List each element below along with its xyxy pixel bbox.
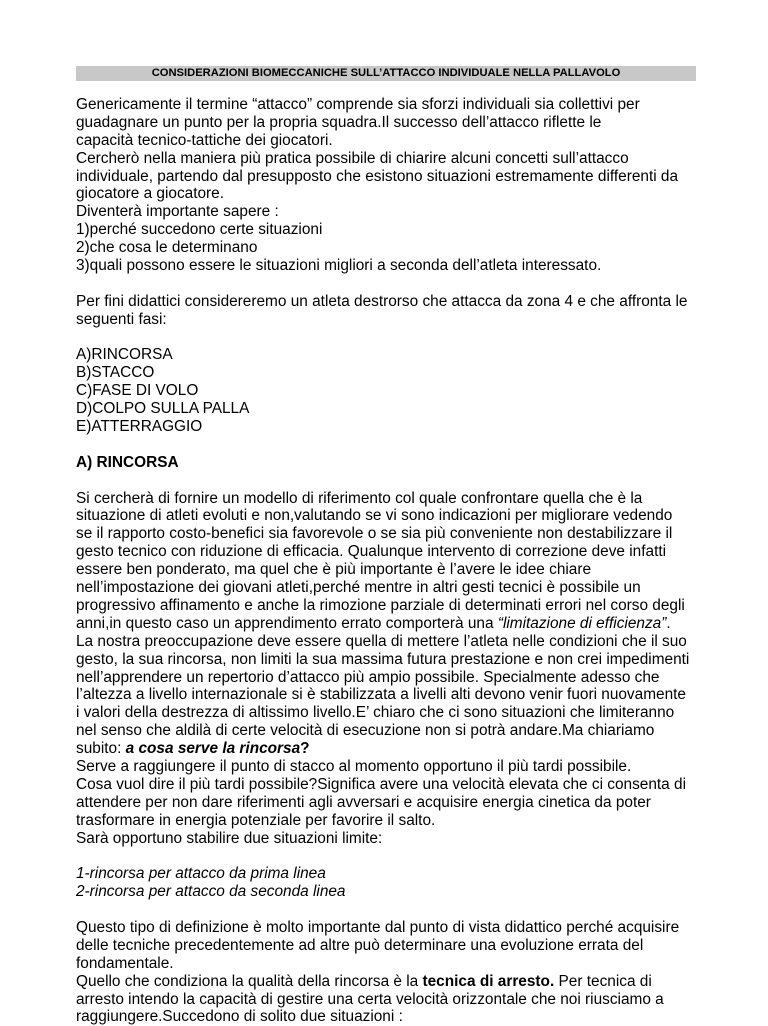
section-line: i valori della destrezza di altissimo livello.E’ chiaro che ci sono situazioni che limiteranno (76, 704, 675, 722)
technique-emphasis: tecnica di arresto. (422, 972, 555, 990)
document-body (76, 96, 701, 1026)
section-line: trasformare in energia potenziale per favorire il salto. (76, 811, 436, 829)
section-line: attendere per non dare riferimenti agli avversari e acquisire energia cinetica da poter (76, 793, 651, 811)
section-line: delle tecniche precedentemente ad altre può determinare una evoluzione errata del (76, 936, 644, 954)
phase-item: E)ATTERRAGGIO (76, 418, 203, 436)
technique-line (76, 973, 701, 991)
section-line: gesto, la sua rincorsa, non limiti la sua massima futura prestazione e non crei impedimenti (76, 650, 690, 668)
limitation-suffix: . (666, 614, 671, 632)
intro-line: Cercherò nella maniera più pratica possibile di chiarire alcuni concetti sull’attacco (76, 149, 629, 167)
section-line: La nostra preoccupazione deve essere quella di mettere l’atleta nelle condizioni che il suo (76, 632, 687, 650)
intro-line: 3)quali possono essere le situazioni migliori a seconda dell’atleta interessato. (76, 257, 602, 275)
technique-suffix: Per tecnica di (554, 972, 652, 990)
paragraph-gap (76, 901, 701, 919)
paragraph-gap (76, 472, 701, 490)
phase-item: D)COLPO SULLA PALLA (76, 400, 250, 418)
question-line (76, 740, 701, 758)
section-line: fondamentale. (76, 954, 174, 972)
paragraph-gap (76, 329, 701, 347)
technique-prefix: Quello che condiziona la qualità della rincorsa è la (76, 972, 423, 990)
question-mark: ? (300, 740, 310, 758)
paragraph-gap (76, 275, 701, 293)
section-heading: A) RINCORSA (76, 453, 179, 471)
document-title: CONSIDERAZIONI BIOMECCANICHE SULL’ATTACCO INDIVIDUALE NELLA PALLAVOLO (76, 66, 696, 81)
section-line: essere ben ponderato, ma quel che è più importante è l’avere le idee chiare (76, 561, 592, 579)
limitation-prefix: anni,in questo caso un apprendimento errato comporterà una (76, 614, 498, 632)
limitation-emphasis: “limitazione di efficienza” (497, 614, 667, 632)
intro-line: 2)che cosa le determinano (76, 239, 258, 257)
phase-item: A)RINCORSA (76, 346, 173, 364)
section-line: situazione di atleti evoluti e non,valutando se vi sono indicazioni per migliorare vedendo (76, 507, 673, 525)
paragraph-gap (76, 436, 701, 454)
section-line: Questo tipo di definizione è molto importante dal punto di vista didattico perché acquisire (76, 918, 680, 936)
section-line: gesto tecnico con riduzione di efficacia. Qualunque intervento di correzione deve infatti (76, 543, 667, 561)
phase-item: C)FASE DI VOLO (76, 382, 199, 400)
phases-intro-line: seguenti fasi: (76, 310, 167, 328)
section-line: Sarà opportuno stabilire due situazioni limite: (76, 829, 383, 847)
phases-intro-line: Per fini didattici considereremo un atleta destrorso che attacca da zona 4 e che affronta le (76, 292, 688, 310)
intro-line: giocatore a giocatore. (76, 185, 225, 203)
section-line: raggiungere.Succedono di solito due situazioni : (76, 1008, 403, 1026)
section-line: se il rapporto costo-benefici sia favorevole o se sia più conveniente non destabilizzare il (76, 525, 673, 543)
section-line: Serve a raggiungere il punto di stacco al momento opportuno il più tardi possibile. (76, 757, 632, 775)
limitation-line (76, 615, 701, 633)
phase-item: B)STACCO (76, 364, 155, 382)
intro-line: capacità tecnico-tattiche dei giocatori. (76, 131, 333, 149)
limit-situation-item: 1-rincorsa per attacco da prima linea (76, 865, 326, 883)
intro-line: Genericamente il termine “attacco” comprende sia sforzi individuali sia collettivi per (76, 96, 640, 113)
section-line: arresto intendo la capacità di gestire una certa velocità orizzontale che noi riusciamo a (76, 990, 664, 1008)
section-line: Cosa vuol dire il più tardi possibile?Significa avere una velocità elevata che ci consenta di (76, 775, 686, 793)
question-prefix: subito: (76, 740, 126, 758)
limit-situation-item: 2-rincorsa per attacco da seconda linea (76, 883, 346, 901)
intro-line: Diventerà importante sapere : (76, 203, 279, 221)
intro-line: 1)perché succedono certe situazioni (76, 221, 323, 239)
paragraph-gap (76, 847, 701, 865)
section-line: nel senso che aldilà di certe velocità di esecuzione non si potrà andare.Ma chiariamo (76, 722, 655, 740)
question-emphasis: a cosa serve la rincorsa (125, 740, 301, 758)
intro-line: guadagnare un punto per la propria squadra.Il successo dell’attacco riflette le (76, 113, 602, 131)
section-line: nell’impostazione dei giovani atleti,perché mentre in altri gesti tecnici è possibile un (76, 579, 641, 597)
section-line: l’altezza a livello internazionale si è stabilizzata a livelli alti devono venir fuori nuovamente (76, 686, 686, 704)
section-line: nell’apprendere un repertorio d’attacco più ampio possibile. Specialmente adesso che (76, 668, 660, 686)
intro-line: individuale, partendo dal presupposto che esistono situazioni estremamente differenti da (76, 167, 679, 185)
section-line: Si cercherà di fornire un modello di riferimento col quale confrontare quella che è la (76, 489, 643, 507)
section-line: progressivo affinamento e anche la rimozione parziale di determinati errori nel corso degli (76, 596, 685, 614)
